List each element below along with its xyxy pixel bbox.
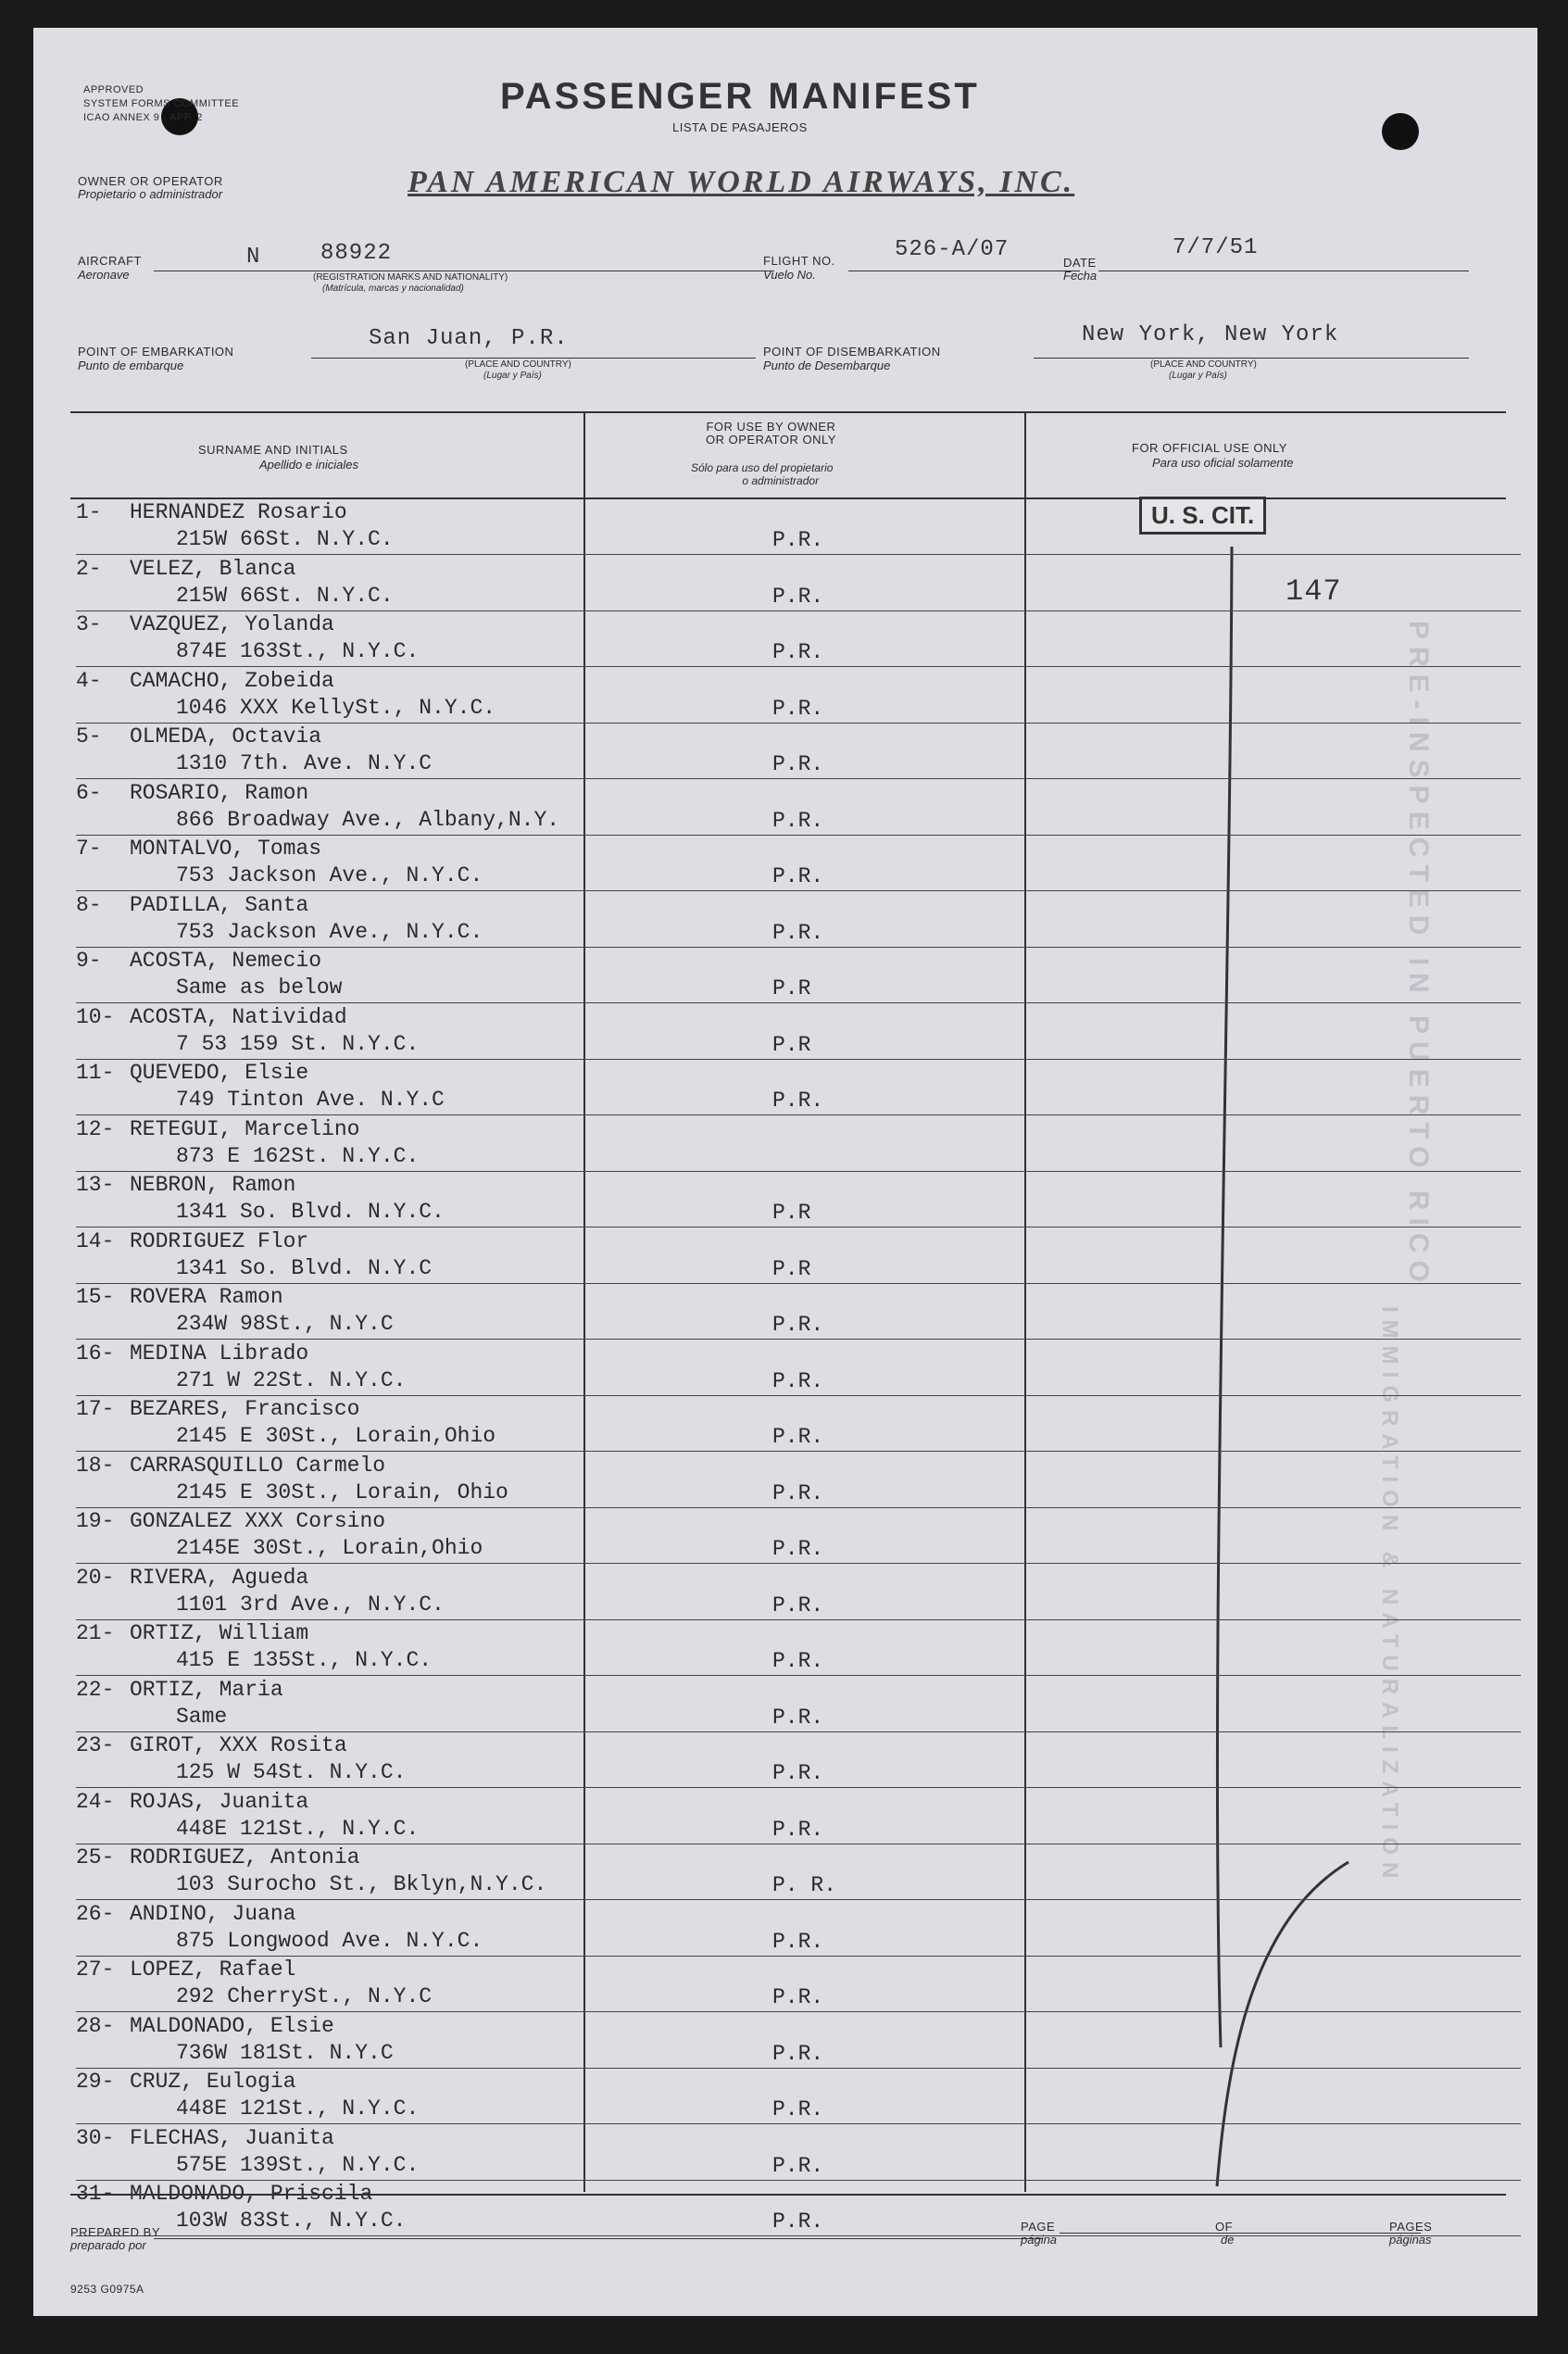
passenger-name: ACOSTA, Natividad [130,1004,347,1029]
page-title: PASSENGER MANIFEST [500,76,980,117]
passenger-name: LOPEZ, Rafael [130,1957,296,1982]
passenger-name: BEZARES, Francisco [130,1397,360,1421]
passenger-origin: P.R [772,976,811,1001]
embarkation-label-es: Punto de embarque [78,359,184,372]
of-label-es: de [1221,2233,1235,2247]
approval-line-2: SYSTEM FORMS COMMITTEE [83,98,240,109]
date-label-es: Fecha [1063,269,1098,283]
date-value: 7/7/51 [1173,235,1259,260]
passenger-row [76,2182,1521,2239]
passenger-number: 1- [76,500,102,524]
row-rule [76,1731,1521,1732]
row-rule [76,2123,1521,2124]
passenger-name: CRUZ, Eulogia [130,2070,296,2094]
disembarkation-value: New York, New York [1082,322,1339,347]
passenger-row [76,1509,1521,1567]
passenger-row [76,1902,1521,1959]
passenger-origin: P.R. [772,752,824,776]
col-header-owner-1: FOR USE BY OWNER [706,420,836,434]
passenger-row [76,612,1521,670]
passenger-number: 13- [76,1173,115,1197]
passenger-row [76,1845,1521,1903]
passenger-origin: P.R. [772,1649,824,1673]
passenger-address: 866 Broadway Ave., Albany,N.Y. [176,807,560,832]
side-stamp-1: PRE-INSPECTED IN PUERTO RICO [1403,621,1434,1290]
row-rule [76,947,1521,948]
row-rule [76,2011,1521,2012]
date-label: DATE [1063,256,1097,270]
passenger-number: 3- [76,612,102,636]
passenger-row [76,1790,1521,1847]
passenger-row [76,1117,1521,1175]
passenger-address: 1341 So. Blvd. N.Y.C. [176,1200,445,1224]
aircraft-prefix: N [246,245,261,270]
col-header-owner-es-1: Sólo para uso del propietario [691,461,834,474]
owner-value: PAN AMERICAN WORLD AIRWAYS, INC. [408,165,1075,199]
passenger-origin: P.R. [772,920,824,945]
row-rule [76,723,1521,724]
passenger-address: 736W 181St. N.Y.C [176,2040,394,2065]
passenger-number: 28- [76,2013,115,2038]
passenger-number: 5- [76,724,102,749]
col-header-owner [706,421,836,447]
passenger-name: VELEZ, Blanca [130,556,296,581]
prepared-label: PREPARED BY [70,2225,161,2239]
table-bottom-rule [70,2194,1506,2196]
approval-line-1: APPROVED [83,84,144,95]
official-count: 147 [1286,574,1342,609]
passenger-origin: P.R. [772,1537,824,1561]
passenger-origin: P.R. [772,1425,824,1449]
passenger-origin: P.R. [772,1313,824,1337]
passenger-number: 21- [76,1621,115,1645]
passenger-origin: P.R. [772,2097,824,2121]
passenger-origin: P.R. [772,528,824,552]
passenger-address: 215W 66St. N.Y.C. [176,527,394,551]
row-rule [76,1395,1521,1396]
passenger-name: GIROT, XXX Rosita [130,1733,347,1757]
passenger-number: 14- [76,1228,115,1253]
passenger-address: 873 E 162St. N.Y.C. [176,1143,420,1168]
passenger-number: 19- [76,1509,115,1533]
row-rule [76,666,1521,667]
passenger-name: FLECHAS, Juanita [130,2125,334,2150]
row-rule [76,1787,1521,1788]
col-header-surname-es: Apellido e iniciales [259,458,358,472]
side-stamp-2: IMMIGRATION & NATURALIZATION [1377,1306,1402,1886]
passenger-name: OLMEDA, Octavia [130,724,322,749]
passenger-address: 575E 139St., N.Y.C. [176,2152,420,2177]
passenger-number: 30- [76,2125,115,2150]
passenger-name: VAZQUEZ, Yolanda [130,612,334,636]
passenger-address: 749 Tinton Ave. N.Y.C [176,1088,445,1112]
passenger-origin: P.R. [772,2041,824,2066]
passenger-row [76,1454,1521,1511]
passenger-number: 22- [76,1677,115,1702]
passenger-number: 29- [76,2070,115,2094]
embarkation-note: (PLACE AND COUNTRY) [465,359,571,370]
punch-hole-right [1382,113,1419,150]
passenger-origin: P.R [772,1032,811,1057]
passenger-number: 18- [76,1453,115,1478]
passenger-address: 875 Longwood Ave. N.Y.C. [176,1928,483,1953]
passenger-name: ACOSTA, Nemecio [130,949,322,973]
row-rule [76,1171,1521,1172]
passenger-number: 11- [76,1061,115,1085]
disembarkation-label-es: Punto de Desembarque [763,359,891,372]
passenger-address: 2145E 30St., Lorain,Ohio [176,1536,483,1560]
passenger-name: ROVERA Ramon [130,1285,283,1309]
passenger-number: 25- [76,1845,115,1869]
passenger-address: 103 Surocho St., Bklyn,N.Y.C. [176,1872,547,1896]
passenger-address: 292 CherrySt., N.Y.C [176,1984,433,2008]
passenger-name: PADILLA, Santa [130,892,309,917]
aircraft-reg-note-es: (Matrícula, marcas y nacionalidad) [322,283,464,294]
row-rule [76,1899,1521,1900]
embarkation-note-es: (Lugar y País) [483,371,542,381]
passenger-number: 15- [76,1285,115,1309]
passenger-name: CARRASQUILLO Carmelo [130,1453,386,1478]
passenger-name: ROJAS, Juanita [130,1789,309,1814]
row-rule [76,890,1521,891]
form-number: 9253 G0975A [70,2283,144,2296]
passenger-origin: P.R. [772,696,824,721]
passenger-number: 27- [76,1957,115,1982]
passenger-origin: P.R. [772,1985,824,2009]
passenger-address: 1046 XXX KellySt., N.Y.C. [176,695,496,720]
col-header-official: FOR OFFICIAL USE ONLY [1132,441,1287,455]
passenger-address: 125 W 54St. N.Y.C. [176,1760,407,1784]
row-rule [76,1956,1521,1957]
passenger-row [76,1061,1521,1118]
passenger-number: 6- [76,780,102,805]
passenger-row [76,1678,1521,1735]
passenger-origin: P.R. [772,1929,824,1954]
row-rule [76,2235,1521,2236]
page-label: PAGE [1021,2220,1056,2234]
passenger-address: 1101 3rd Ave., N.Y.C. [176,1592,445,1617]
col-header-surname: SURNAME AND INITIALS [198,443,348,457]
passenger-origin: P. R. [772,1873,837,1897]
passenger-row [76,949,1521,1006]
row-rule [76,1451,1521,1452]
passenger-row [76,724,1521,782]
row-rule [76,1339,1521,1340]
passenger-number: 10- [76,1004,115,1029]
passenger-origin: P.R. [772,1480,824,1505]
passenger-row [76,2070,1521,2127]
passenger-origin: P.R. [772,1592,824,1618]
page-title-es: LISTA DE PASAJEROS [672,120,808,134]
passenger-row [76,1621,1521,1679]
passenger-name: MALDONADO, Priscila [130,2182,373,2206]
passenger-address: 448E 121St., N.Y.C. [176,2096,420,2121]
passenger-row [76,2014,1521,2071]
disembarkation-note-es: (Lugar y País) [1169,371,1227,381]
col-header-owner-es [691,461,833,487]
row-rule [76,778,1521,779]
passenger-address: 874E 163St., N.Y.C. [176,639,420,663]
passenger-number: 31- [76,2182,115,2206]
passenger-number: 2- [76,556,102,581]
row-rule [76,1114,1521,1115]
passenger-origin: P.R [772,1201,811,1225]
passenger-address: 753 Jackson Ave., N.Y.C. [176,863,483,887]
passenger-name: ORTIZ, William [130,1621,309,1645]
passenger-origin: P.R. [772,1817,824,1842]
passenger-row [76,781,1521,838]
passenger-number: 16- [76,1341,115,1366]
passenger-name: CAMACHO, Zobeida [130,668,334,693]
passenger-number: 4- [76,668,102,693]
passenger-origin: P.R. [772,2209,824,2234]
passenger-number: 17- [76,1397,115,1421]
passenger-origin: P.R. [772,584,824,609]
passenger-address: 2145 E 30St., Lorain,Ohio [176,1424,496,1448]
row-rule [76,1619,1521,1620]
passenger-address: 753 Jackson Ave., N.Y.C. [176,919,483,944]
row-rule [76,2180,1521,2181]
passenger-name: ORTIZ, Maria [130,1677,283,1702]
of-label: OF [1215,2220,1234,2234]
aircraft-label-es: Aeronave [78,268,130,282]
row-rule [76,2068,1521,2069]
passenger-origin: P.R. [772,864,824,888]
passenger-address: 215W 66St. N.Y.C. [176,583,394,608]
owner-label-es: Propietario o administrador [78,187,223,201]
passenger-number: 9- [76,949,102,973]
passenger-name: RODRIGUEZ Flor [130,1228,309,1253]
row-rule [76,1059,1521,1060]
passenger-row [76,893,1521,950]
passenger-row [76,1341,1521,1399]
passenger-name: NEBRON, Ramon [130,1173,296,1197]
passenger-number: 12- [76,1116,115,1141]
passenger-row [76,2126,1521,2184]
passenger-address: 2145 E 30St., Lorain, Ohio [176,1479,508,1504]
passenger-row [76,669,1521,726]
disembarkation-note: (PLACE AND COUNTRY) [1150,359,1257,370]
passenger-name: GONZALEZ XXX Corsino [130,1509,386,1533]
passenger-row [76,1173,1521,1230]
passenger-row [76,1566,1521,1623]
row-rule [76,1507,1521,1508]
approval-line-3: ICAO ANNEX 9 - APP. 2 [83,112,203,123]
passenger-row [76,1733,1521,1791]
passenger-address: 271 W 22St. N.Y.C. [176,1367,407,1392]
passenger-address: 415 E 135St., N.Y.C. [176,1648,433,1672]
row-rule [76,1675,1521,1676]
passenger-row [76,1957,1521,2015]
passenger-address: 7 53 159 St. N.Y.C. [176,1031,420,1056]
passenger-origin: P.R [772,1256,811,1281]
passenger-name: HERNANDEZ Rosario [130,500,347,524]
aircraft-label: AIRCRAFT [78,254,142,268]
passenger-row [76,837,1521,894]
passenger-row [76,1397,1521,1454]
passenger-address: 1310 7th. Ave. N.Y.C [176,751,433,775]
row-rule [76,835,1521,836]
disembarkation-label: POINT OF DISEMBARKATION [763,345,941,359]
passenger-origin: P.R. [772,640,824,664]
passenger-address: Same [176,1704,228,1729]
passenger-number: 26- [76,1901,115,1926]
passenger-row [76,1229,1521,1287]
prepared-label-es: preparado por [70,2238,146,2252]
passenger-row [76,1005,1521,1063]
passenger-address: Same as below [176,976,343,1000]
passenger-address: 1341 So. Blvd. N.Y.C [176,1255,433,1280]
passenger-number: 20- [76,1565,115,1590]
passenger-name: ROSARIO, Ramon [130,780,309,805]
row-rule [76,1563,1521,1564]
passenger-name: QUEVEDO, Elsie [130,1061,309,1085]
embarkation-value: San Juan, P.R. [369,326,569,351]
passenger-number: 24- [76,1789,115,1814]
table-top-rule [70,411,1506,413]
col-header-owner-es-2: o administrador [742,474,820,487]
passenger-name: RIVERA, Agueda [130,1565,309,1590]
passenger-name: MEDINA Librado [130,1341,309,1366]
passenger-name: RODRIGUEZ, Antonia [130,1845,360,1869]
passenger-origin: P.R. [772,1761,824,1785]
pages-label-es: páginas [1389,2233,1432,2247]
table-header-rule [70,497,1506,499]
approval-block [83,83,239,125]
aircraft-reg-note: (REGISTRATION MARKS AND NATIONALITY) [313,272,508,283]
aircraft-value: 88922 [320,241,393,266]
embarkation-label: POINT OF EMBARKATION [78,345,234,359]
page-label-es: página [1021,2233,1058,2247]
row-rule [76,1002,1521,1003]
passenger-name: MALDONADO, Elsie [130,2013,334,2038]
us-citizen-stamp: U. S. CIT. [1139,497,1266,535]
passenger-origin: P.R. [772,1089,824,1113]
owner-label: OWNER OR OPERATOR [78,174,223,188]
passenger-address: 448E 121St., N.Y.C. [176,1816,420,1841]
passenger-number: 8- [76,892,102,917]
pages-label: PAGES [1389,2220,1433,2234]
passenger-number: 7- [76,837,102,861]
passenger-name: RETEGUI, Marcelino [130,1116,360,1141]
row-rule [76,554,1521,555]
passenger-address: 234W 98St., N.Y.C [176,1312,394,1336]
passenger-row [76,500,1521,558]
passenger-number: 23- [76,1733,115,1757]
flight-label: FLIGHT NO. [763,254,835,268]
passenger-origin: P.R. [772,808,824,833]
col-header-official-es: Para uso oficial solamente [1152,456,1294,470]
passenger-row [76,1285,1521,1342]
passenger-origin: P.R. [772,2153,824,2178]
flight-label-es: Vuelo No. [763,268,816,282]
passenger-name: MONTALVO, Tomas [130,837,322,861]
passenger-origin: P.R. [772,1368,824,1393]
row-rule [76,1283,1521,1284]
flight-value: 526-A/07 [895,237,1010,262]
manifest-sheet [33,28,1537,2316]
passenger-row [76,557,1521,614]
passenger-address: 103W 83St., N.Y.C. [176,2209,407,2233]
col-header-owner-2: OR OPERATOR ONLY [706,433,836,447]
passenger-name: ANDINO, Juana [130,1901,296,1926]
passenger-origin: P.R. [772,1705,824,1730]
